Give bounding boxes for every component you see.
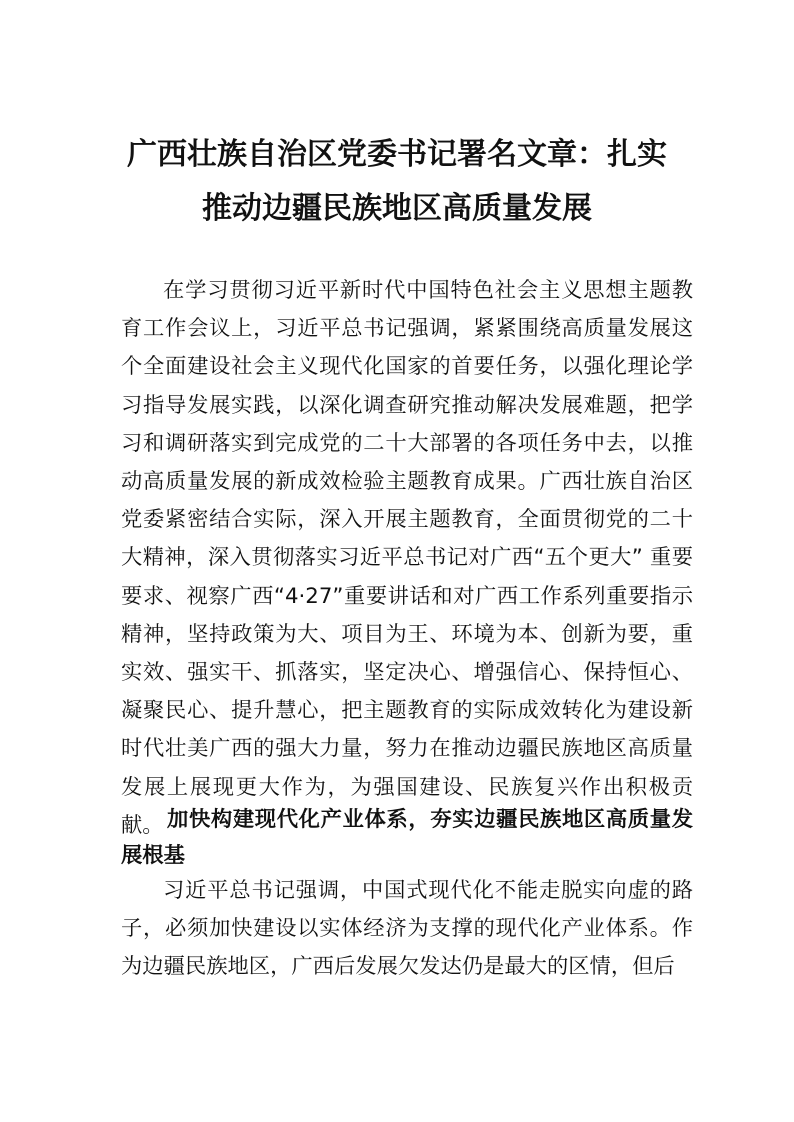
body-paragraph-section-1: 习近平总书记强调，中国式现代化不能走脱实向虚的路子，必须加快建设以实体经济为支撑的现代化产业体系。作为边疆民族地区，广西后发展欠发达仍是最大的区情，但后 [121, 878, 693, 980]
document-title-line-1: 广西壮族自治区党委书记署名文章：扎实 [127, 137, 667, 172]
document-title-line-2: 推动边疆民族地区高质量发展 [202, 191, 592, 226]
section-heading: 加快构建现代化产业体系，夯实边疆民族地区高质量发展根基 [121, 807, 693, 868]
body-paragraph-intro: 在学习贯彻习近平新时代中国特色社会主义思想主题教育工作会议上，习近平总书记强调，紧紧围绕高质量发展这个全面建设社会主义现代化国家的首要任务，以强化理论学习指导发展实践，以深化调查研究推动解决发展难题，把学习和调研落实到完成党的二十大部署的各项任务中去，以推动高质量发展的新成效检验主题教育成果。广西壮族自治区党委紧密结合实际，深入开展主题教育，全面贯彻党的二十大精神，深入贯彻落实习近平总书记对广西“五个更大” 重要要求、视察广西“4·27”重要讲话和对广西工作系列重要指示精神，坚持政策为大、项目为王、环境为本、创新为要，重实效、强实干、抓落实，坚定决心、增强信心、保持恒心、凝聚民心、提升慧心，把主题教育的实际成效转化为建设新时代壮美广西的强大力量，努力在推动边疆民族地区高质量发展上展现更大作为，为强国建设、民族复兴作出积极贡献。 [121, 278, 693, 838]
